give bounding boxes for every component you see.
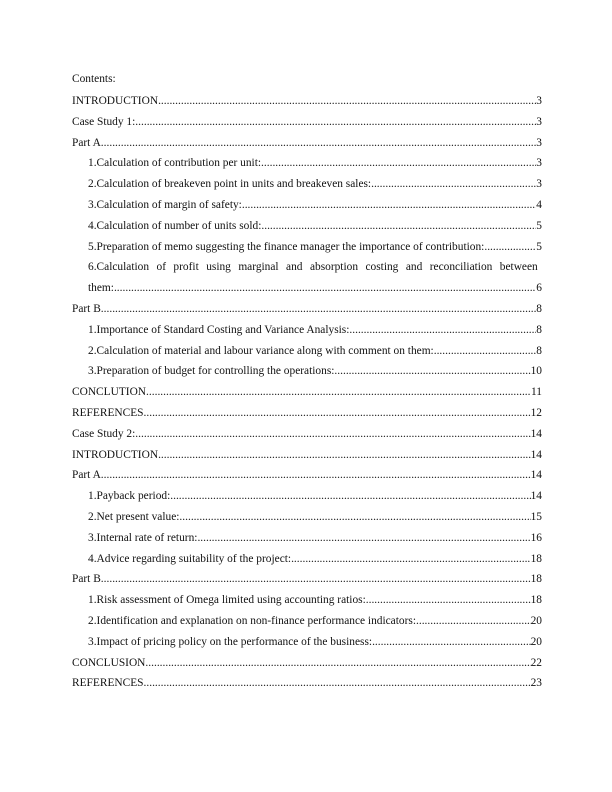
toc-entry-units-sold[interactable] — [72, 216, 542, 237]
toc-label: 1.Payback period: — [88, 490, 171, 503]
toc-label: Case Study 2: — [72, 427, 136, 440]
toc-entry-references-2[interactable] — [72, 673, 542, 694]
toc-label: 2.Calculation of breakeven point in units and breakeven sales: — [88, 178, 372, 191]
toc-page: 8 — [536, 323, 542, 336]
toc-entry-budget[interactable] — [72, 361, 542, 382]
toc-entry-margin-of-safety[interactable] — [72, 195, 542, 216]
toc-entry-standard-costing[interactable] — [72, 320, 542, 341]
toc-label: 3.Impact of pricing policy on the performance of the business: — [88, 635, 373, 648]
toc-entry-internal-rate-of-return[interactable] — [72, 528, 542, 549]
toc-label: them: — [88, 282, 114, 295]
toc-leader — [135, 424, 530, 445]
toc-leader — [144, 403, 531, 424]
toc-entry-net-present-value[interactable] — [72, 507, 542, 528]
toc-label: 1.Importance of Standard Costing and Variance Analysis: — [88, 323, 350, 336]
toc-label: Case Study 1: — [72, 115, 136, 128]
toc-page: 12 — [530, 406, 542, 419]
toc-label: 4.Calculation of number of units sold: — [88, 219, 262, 232]
toc-page: 15 — [530, 510, 542, 523]
toc-leader — [197, 528, 530, 549]
toc-page: 18 — [530, 552, 542, 565]
toc-page: 8 — [536, 302, 542, 315]
toc-leader — [261, 153, 536, 174]
toc-entry-material-labour-variance[interactable] — [72, 341, 542, 362]
toc-label: Part A — [72, 469, 101, 482]
toc-page: 3 — [536, 157, 542, 170]
toc-entry-part-b-2[interactable] — [72, 569, 542, 590]
toc-leader — [101, 299, 537, 320]
toc-leader — [145, 653, 530, 674]
toc-entry-profit-costing[interactable] — [72, 278, 542, 299]
toc-entry-case-study-2[interactable] — [72, 424, 542, 445]
toc-label: 5.Preparation of memo suggesting the finance manager the importance of contribution: — [88, 240, 485, 253]
toc-entry-introduction[interactable] — [72, 91, 542, 112]
toc-page: 22 — [530, 656, 542, 669]
toc-label: INTRODUCTION — [72, 95, 159, 107]
toc-page: 16 — [530, 531, 542, 544]
toc-page: 18 — [530, 573, 542, 586]
toc-label: CONCLUTION — [72, 386, 147, 399]
table-of-contents — [72, 91, 542, 694]
toc-page: 4 — [536, 198, 542, 211]
toc-page: 6 — [536, 282, 542, 295]
toc-leader — [114, 278, 536, 299]
toc-entry-conclusion[interactable] — [72, 653, 542, 674]
toc-leader — [242, 195, 536, 216]
toc-label: Part A — [72, 136, 101, 149]
toc-page: 20 — [530, 614, 542, 627]
toc-label: REFERENCES — [72, 406, 144, 419]
toc-label: 1.Risk assessment of Omega limited using accounting ratios: — [88, 594, 366, 607]
toc-entry-references-1[interactable] — [72, 403, 542, 424]
toc-page: 14 — [530, 490, 542, 503]
toc-page: 11 — [531, 386, 542, 399]
toc-leader — [261, 216, 536, 237]
toc-label: 4.Advice regarding suitability of the project: — [88, 552, 292, 565]
toc-leader — [144, 673, 531, 694]
toc-leader — [146, 382, 531, 403]
toc-label: 2.Calculation of material and labour variance along with comment on them: — [88, 344, 434, 357]
toc-leader — [372, 632, 531, 653]
toc-leader — [135, 112, 536, 133]
toc-label: 3.Calculation of margin of safety: — [88, 198, 242, 211]
toc-entry-non-finance-indicators[interactable] — [72, 611, 542, 632]
toc-entry-payback-period[interactable] — [72, 486, 542, 507]
toc-leader — [334, 361, 530, 382]
toc-page: 14 — [530, 427, 542, 440]
toc-entry-introduction-2[interactable] — [72, 445, 542, 466]
toc-leader — [371, 174, 536, 195]
toc-entry-memo-contribution[interactable] — [72, 237, 542, 258]
toc-label: CONCLUSION — [72, 656, 146, 669]
toc-leader — [434, 341, 537, 362]
toc-leader — [291, 549, 531, 570]
toc-entry-part-a[interactable] — [72, 133, 542, 154]
toc-entry-profit-costing-line1[interactable]: 6.Calculation of profit using marginal and absorption costing and reconciliation between — [88, 261, 538, 274]
toc-page: 3 — [536, 178, 542, 191]
toc-page: 20 — [530, 635, 542, 648]
toc-entry-part-a-2[interactable] — [72, 465, 542, 486]
toc-entry-contribution-per-unit[interactable] — [72, 153, 542, 174]
toc-leader — [170, 486, 530, 507]
toc-leader — [366, 590, 531, 611]
toc-label: Part B — [72, 302, 101, 315]
toc-label: 3.Internal rate of return: — [88, 531, 198, 544]
toc-page: 3 — [536, 95, 542, 107]
toc-leader — [101, 569, 531, 590]
toc-leader — [158, 445, 531, 466]
toc-page: 5 — [536, 240, 542, 253]
toc-label: Part B — [72, 573, 101, 586]
toc-label: 2.Net present value: — [88, 510, 180, 523]
toc-page: 14 — [530, 448, 542, 461]
toc-leader — [484, 237, 536, 258]
toc-entry-case-study-1[interactable] — [72, 112, 542, 133]
toc-label: REFERENCES — [72, 677, 144, 690]
toc-page: 5 — [536, 219, 542, 232]
toc-entry-conclution[interactable] — [72, 382, 542, 403]
toc-leader — [101, 465, 531, 486]
toc-page: 23 — [530, 677, 542, 690]
contents-heading: Contents: — [72, 73, 116, 85]
toc-label: 1.Calculation of contribution per unit: — [88, 157, 262, 170]
toc-page: 18 — [530, 594, 542, 607]
toc-label: 2.Identification and explanation on non-finance performance indicators: — [88, 614, 416, 627]
toc-label: 3.Preparation of budget for controlling the operations: — [88, 365, 335, 378]
toc-label: INTRODUCTION — [72, 448, 159, 461]
toc-leader — [349, 320, 536, 341]
toc-entry-part-b[interactable] — [72, 299, 542, 320]
toc-leader — [416, 611, 531, 632]
toc-page: 10 — [530, 365, 542, 378]
toc-leader — [158, 91, 536, 112]
toc-leader — [179, 507, 530, 528]
toc-entry-risk-assessment[interactable] — [72, 590, 542, 611]
toc-page: 8 — [536, 344, 542, 357]
toc-page: 14 — [530, 469, 542, 482]
toc-entry-project-advice[interactable] — [72, 549, 542, 570]
toc-leader — [101, 133, 537, 154]
toc-page: 3 — [536, 115, 542, 128]
toc-entry-breakeven-point[interactable] — [72, 174, 542, 195]
toc-page: 3 — [536, 136, 542, 149]
toc-entry-pricing-policy[interactable] — [72, 632, 542, 653]
